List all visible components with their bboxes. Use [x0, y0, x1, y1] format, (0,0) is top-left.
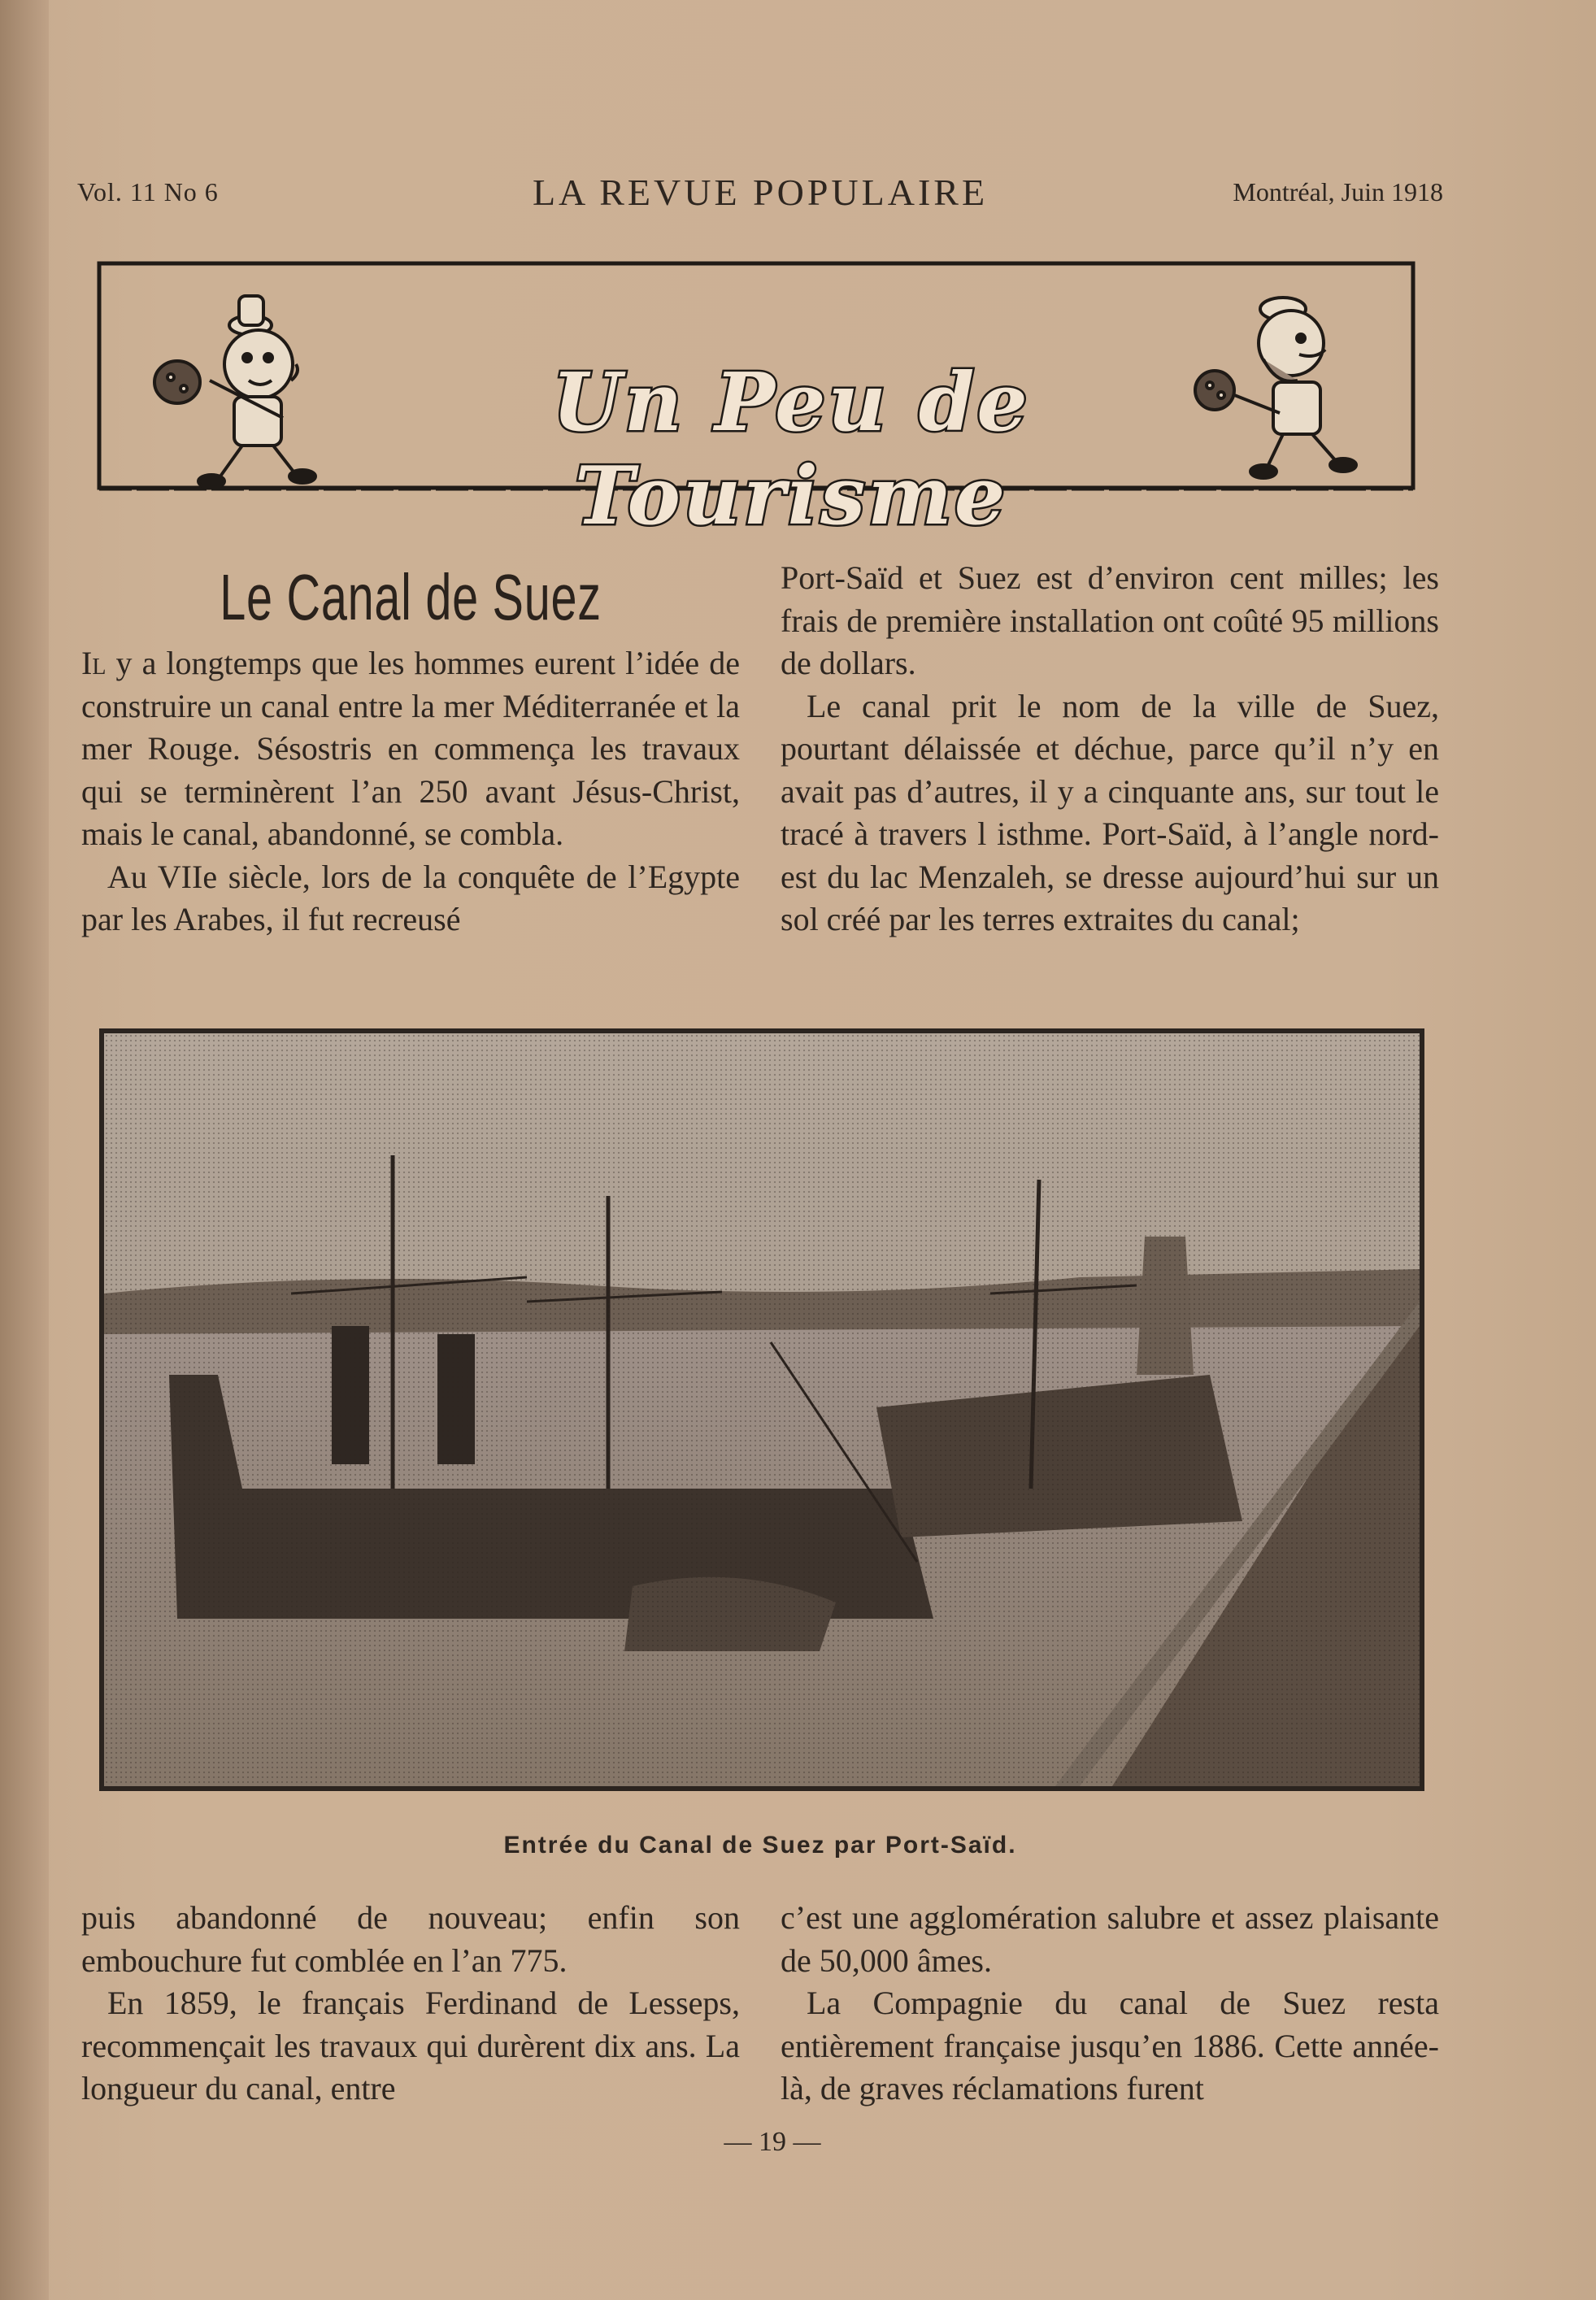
paragraph: puis abandonné de nouveau; enfin son embouchure fut comblée en l’an 775. [81, 1899, 740, 1979]
photo-caption: Entrée du Canal de Suez par Port-Saïd. [503, 1832, 1017, 1859]
paragraph [81, 642, 740, 856]
photograph [99, 1028, 1424, 1791]
page-number: — 19 — [724, 2127, 821, 2157]
paragraph: Au VIIe siècle, lors de la conquête de l’Egypte par les Arabes, il fut recreusé [81, 858, 740, 937]
place-date: Montréal, Juin 1918 [1233, 177, 1443, 207]
column-3 [81, 1897, 740, 2111]
column-1 [81, 557, 740, 941]
running-head [77, 171, 1443, 220]
paragraph-text: y a longtemps que les hommes eurent l’idée de construire un canal entre la mer Méditerranée et la mer Rouge. Sésostris en commença les travaux qui se terminèrent l’an 250 avant Jésus-Christ, mais le canal, abandonné, se combla. [81, 645, 740, 852]
volume-number: Vol. 11 No 6 [77, 177, 219, 207]
binding-edge [0, 0, 49, 2300]
paragraph: Le canal prit le nom de la ville de Suez, pourtant délaissée et déchue, parce qu’il n’y en avait pas d’autres, il y a cinquante ans, sur tout le tracé à travers l isthme. Port-Saïd, à l’angle nord-est du lac Menzaleh, se dresse aujourd’hui sur un sol créé par les terres extraites du canal; [781, 687, 1439, 937]
paragraph: c’est une agglomération salubre et assez plaisante de 50,000 âmes. [781, 1899, 1439, 1979]
paragraph: La Compagnie du canal de Suez resta entièrement française jusqu’en 1886. Cette année-là, de graves réclamations furent [781, 1985, 1439, 2107]
left-traveler-icon [154, 296, 315, 488]
column-4 [781, 1897, 1439, 2111]
paragraph: En 1859, le français Ferdinand de Lesseps, recommençait les travaux qui durèrent dix ans. La longueur du canal, entre [81, 1985, 740, 2107]
initial-letters: Il [81, 645, 107, 681]
article-title: Le Canal de Suez [220, 561, 602, 633]
harbor-photo [104, 1033, 1420, 1786]
section-banner [96, 259, 1420, 543]
banner-title: Un Peu de Tourisme [552, 356, 1030, 543]
paragraph: Port-Saïd et Suez est d’environ cent milles; les frais de première installation ont coûté 95 millions de dollars. [781, 559, 1439, 681]
column-2 [781, 557, 1439, 941]
journal-title: LA REVUE POPULAIRE [532, 172, 989, 213]
